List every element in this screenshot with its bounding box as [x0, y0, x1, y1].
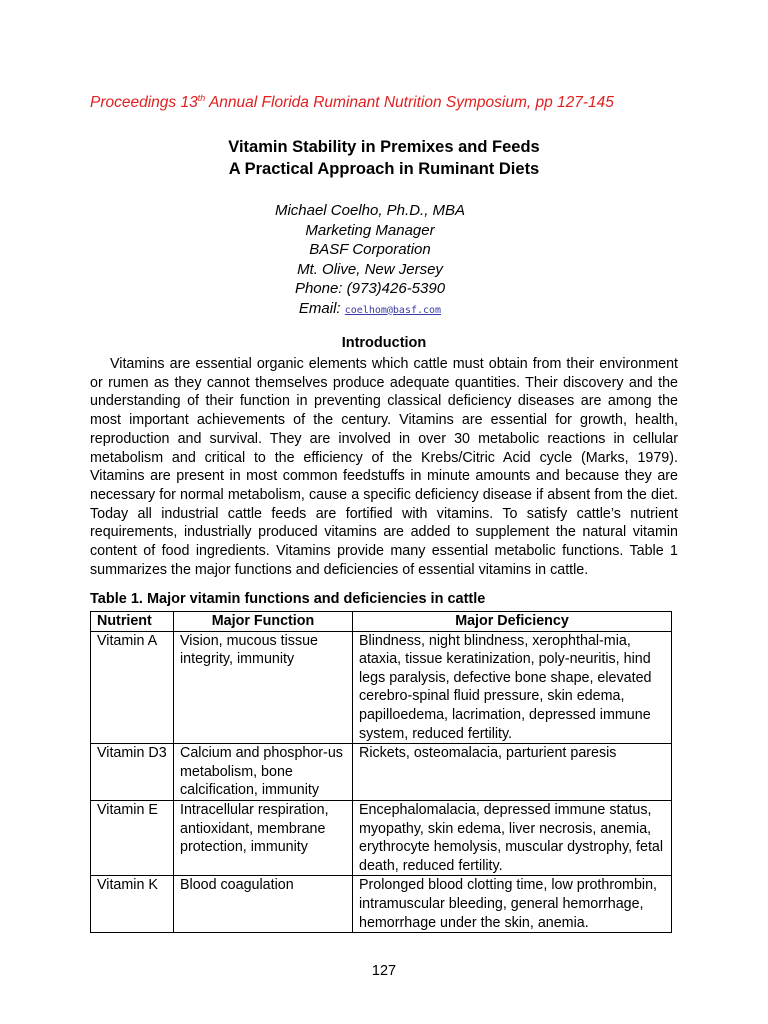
cell-nutrient: Vitamin K — [91, 876, 174, 933]
author-role: Marketing Manager — [305, 221, 435, 239]
table-row — [91, 744, 672, 801]
proceedings-header — [90, 94, 614, 112]
paper-title-line2: A Practical Approach in Ruminant Diets — [228, 160, 540, 178]
cell-deficiency: Blindness, night blindness, xerophthal-mia, ataxia, tissue keratinization, poly-neuritis, hind legs paralysis, defective bone shape, elevated cerebro-spinal fluid pressure, skin edema, papilloedema, lacrimation, depressed immune system, reduced fertility. — [353, 631, 672, 744]
table-row — [91, 800, 672, 875]
cell-nutrient: Vitamin E — [91, 800, 174, 875]
header-nutrient: Nutrient — [91, 612, 174, 632]
author-company: BASF Corporation — [309, 241, 431, 258]
author-email-row — [0, 299, 740, 321]
header-major-deficiency: Major Deficiency — [353, 612, 672, 632]
cell-deficiency: Encephalomalacia, depressed immune status, myopathy, skin edema, liver necrosis, anemia, erythrocyte hemolysis, muscular dystrophy, fetal death, reduced fertility. — [353, 800, 672, 875]
cell-function: Blood coagulation — [174, 876, 353, 933]
cell-deficiency: Rickets, osteomalacia, parturient paresis — [353, 744, 672, 801]
proceedings-superscript: th — [197, 92, 206, 103]
table-header-row — [91, 612, 672, 632]
author-block — [0, 201, 740, 320]
author-location: Mt. Olive, New Jersey — [297, 260, 443, 278]
cell-function: Calcium and phosphor-us metabolism, bone calcification, immunity — [174, 744, 353, 801]
cell-function: Vision, mucous tissue integrity, immunity — [174, 631, 353, 744]
proceedings-suffix: Annual Florida Ruminant Nutrition Symposium, pp 127-145 — [205, 94, 614, 111]
author-name: Michael Coelho, Ph.D., MBA — [274, 202, 466, 219]
page-number: 127 — [371, 963, 397, 979]
table-row — [91, 631, 672, 744]
paper-title-line1: Vitamin Stability in Premixes and Feeds — [228, 138, 540, 156]
cell-nutrient: Vitamin D3 — [91, 744, 174, 801]
email-label: Email: — [298, 299, 345, 317]
header-major-function: Major Function — [174, 612, 353, 632]
proceedings-prefix: Proceedings 13 — [90, 94, 198, 111]
introduction-paragraph: Vitamins are essential organic elements which cattle must obtain from their environment or rumen as they cannot themselves produce adequate quantities. Their discovery and the understanding of their function in preventing classical deficiency diseases are among the most important achievements of the century. Vitamins are essential for growth, health, reproduction and survival. They are involved in over 30 metabolic reactions in cellular metabolism and critical to the efficiency of the Krebs/Citric Acid cycle (Marks, 1979). Vitamins are present in most common feedstuffs in minute amounts and because they are necessary for normal metabolism, cause a specific deficiency disease if absent from the diet. Today all industrial cattle feeds are fortified with vitamins. To satisfy cattle’s nutrient requirements, industrially produced vitamins are added to supplement the natural vitamin content of food ingredients. Vitamins provide many essential metabolic functions. Table 1 summarizes the major functions and deficiencies of essential vitamins in cattle. — [90, 356, 678, 578]
introduction-heading: Introduction — [341, 335, 427, 351]
author-phone: Phone: (973)426-5390 — [294, 280, 446, 297]
cell-function: Intracellular respiration, antioxidant, membrane protection, immunity — [174, 800, 353, 875]
vitamin-table — [90, 611, 672, 933]
table-row — [91, 876, 672, 933]
email-link[interactable]: coelhom@basf.com — [344, 304, 442, 316]
cell-deficiency: Prolonged blood clotting time, low prothrombin, intramuscular bleeding, general hemorrhage, hemorrhage under the skin, anemia. — [353, 876, 672, 933]
cell-nutrient: Vitamin A — [91, 631, 174, 744]
table-caption: Table 1. Major vitamin functions and deficiencies in cattle — [90, 591, 486, 607]
